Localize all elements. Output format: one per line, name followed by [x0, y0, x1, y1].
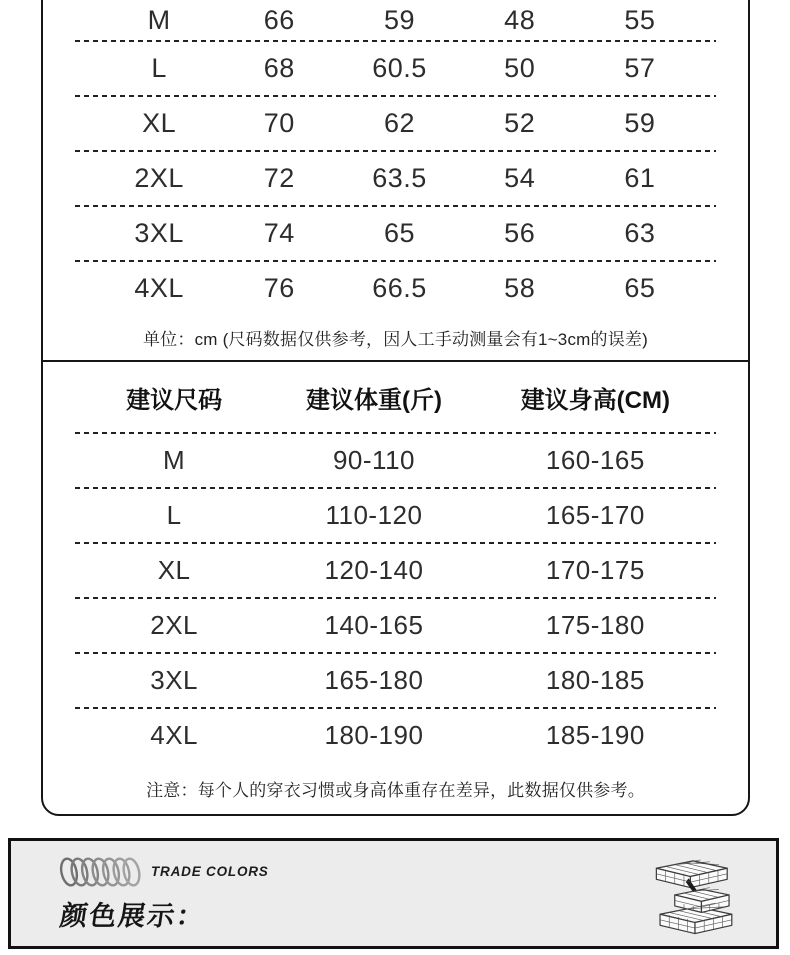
weight-cell: 120-140	[324, 555, 424, 585]
size-cell: 2XL	[150, 610, 198, 640]
size-cell: M	[163, 445, 186, 475]
size-cell: L	[151, 53, 167, 83]
value-cell: 48	[504, 4, 536, 35]
table-header-row	[43, 362, 748, 432]
color-display-label: 颜色展示：	[58, 900, 208, 931]
value-cell: 58	[504, 273, 536, 303]
weight-cell: 140-165	[324, 610, 424, 640]
weight-cell: 90-110	[332, 445, 415, 475]
value-cell: 60.5	[372, 53, 427, 83]
value-cell: 66.5	[372, 273, 427, 303]
height-cell: 170-175	[545, 555, 645, 585]
value-cell: 66	[263, 4, 295, 35]
size-cell: M	[147, 4, 171, 35]
value-cell: 54	[504, 163, 536, 193]
suggestion-table	[41, 360, 750, 816]
size-cell: XL	[157, 555, 191, 585]
value-cell: 62	[383, 108, 416, 138]
value-cell: 59	[383, 4, 416, 35]
value-cell: 76	[263, 273, 295, 303]
measurement-table	[41, 0, 750, 360]
table-row	[43, 262, 748, 315]
value-cell: 65	[383, 218, 416, 248]
color-display-banner	[8, 838, 779, 949]
value-cell: 61	[624, 163, 656, 193]
value-cell: 68	[263, 53, 295, 83]
size-cell: L	[166, 500, 182, 530]
height-cell: 180-185	[545, 665, 645, 695]
height-cell: 175-180	[545, 610, 645, 640]
value-cell: 50	[504, 53, 536, 83]
value-cell: 65	[624, 273, 656, 303]
table-row	[43, 544, 748, 597]
table-row	[43, 207, 748, 260]
table-row	[43, 654, 748, 707]
table-row	[43, 97, 748, 150]
height-cell: 160-165	[545, 445, 645, 475]
size-cell: 3XL	[134, 218, 184, 248]
reference-note: 注意：每个人的穿衣习惯或身高体重存在差异，此数据仅供参考。	[146, 780, 645, 800]
value-cell: 57	[624, 53, 656, 83]
weight-cell: 110-120	[325, 500, 423, 530]
table-row	[43, 489, 748, 542]
value-cell: 56	[504, 218, 536, 248]
coil-scribble-icon	[58, 855, 142, 889]
unit-note: 单位：cm (尺码数据仅供参考，因人工手动测量会有1~3cm的误差)	[142, 330, 648, 349]
header-cell: 建议尺码	[126, 386, 223, 414]
table-row	[43, 434, 748, 487]
height-cell: 165-170	[545, 500, 645, 530]
header-cell: 建议体重(斤)	[305, 386, 442, 414]
table-row	[43, 152, 748, 205]
table-row	[43, 599, 748, 652]
value-cell: 70	[263, 108, 295, 138]
value-cell: 72	[263, 163, 295, 193]
table-row	[43, 42, 748, 95]
header-cell: 建议身高(CM)	[520, 386, 670, 414]
weight-cell: 165-180	[324, 665, 424, 695]
value-cell: 63.5	[372, 163, 427, 193]
table-row	[43, 0, 748, 40]
table-row	[43, 709, 748, 762]
value-cell: 55	[624, 4, 656, 35]
value-cell: 74	[263, 218, 295, 248]
value-cell: 59	[624, 108, 656, 138]
height-cell: 185-190	[545, 720, 645, 750]
value-cell: 52	[504, 108, 536, 138]
size-cell: 3XL	[150, 665, 198, 695]
voxel-blocks-illustration	[646, 848, 744, 940]
weight-cell: 180-190	[324, 720, 424, 750]
size-cell: XL	[142, 108, 177, 138]
value-cell: 63	[624, 218, 656, 248]
brand-label: TRADE COLORS	[151, 864, 269, 879]
size-cell: 2XL	[134, 163, 184, 193]
size-cell: 4XL	[150, 720, 198, 750]
size-cell: 4XL	[134, 273, 184, 303]
